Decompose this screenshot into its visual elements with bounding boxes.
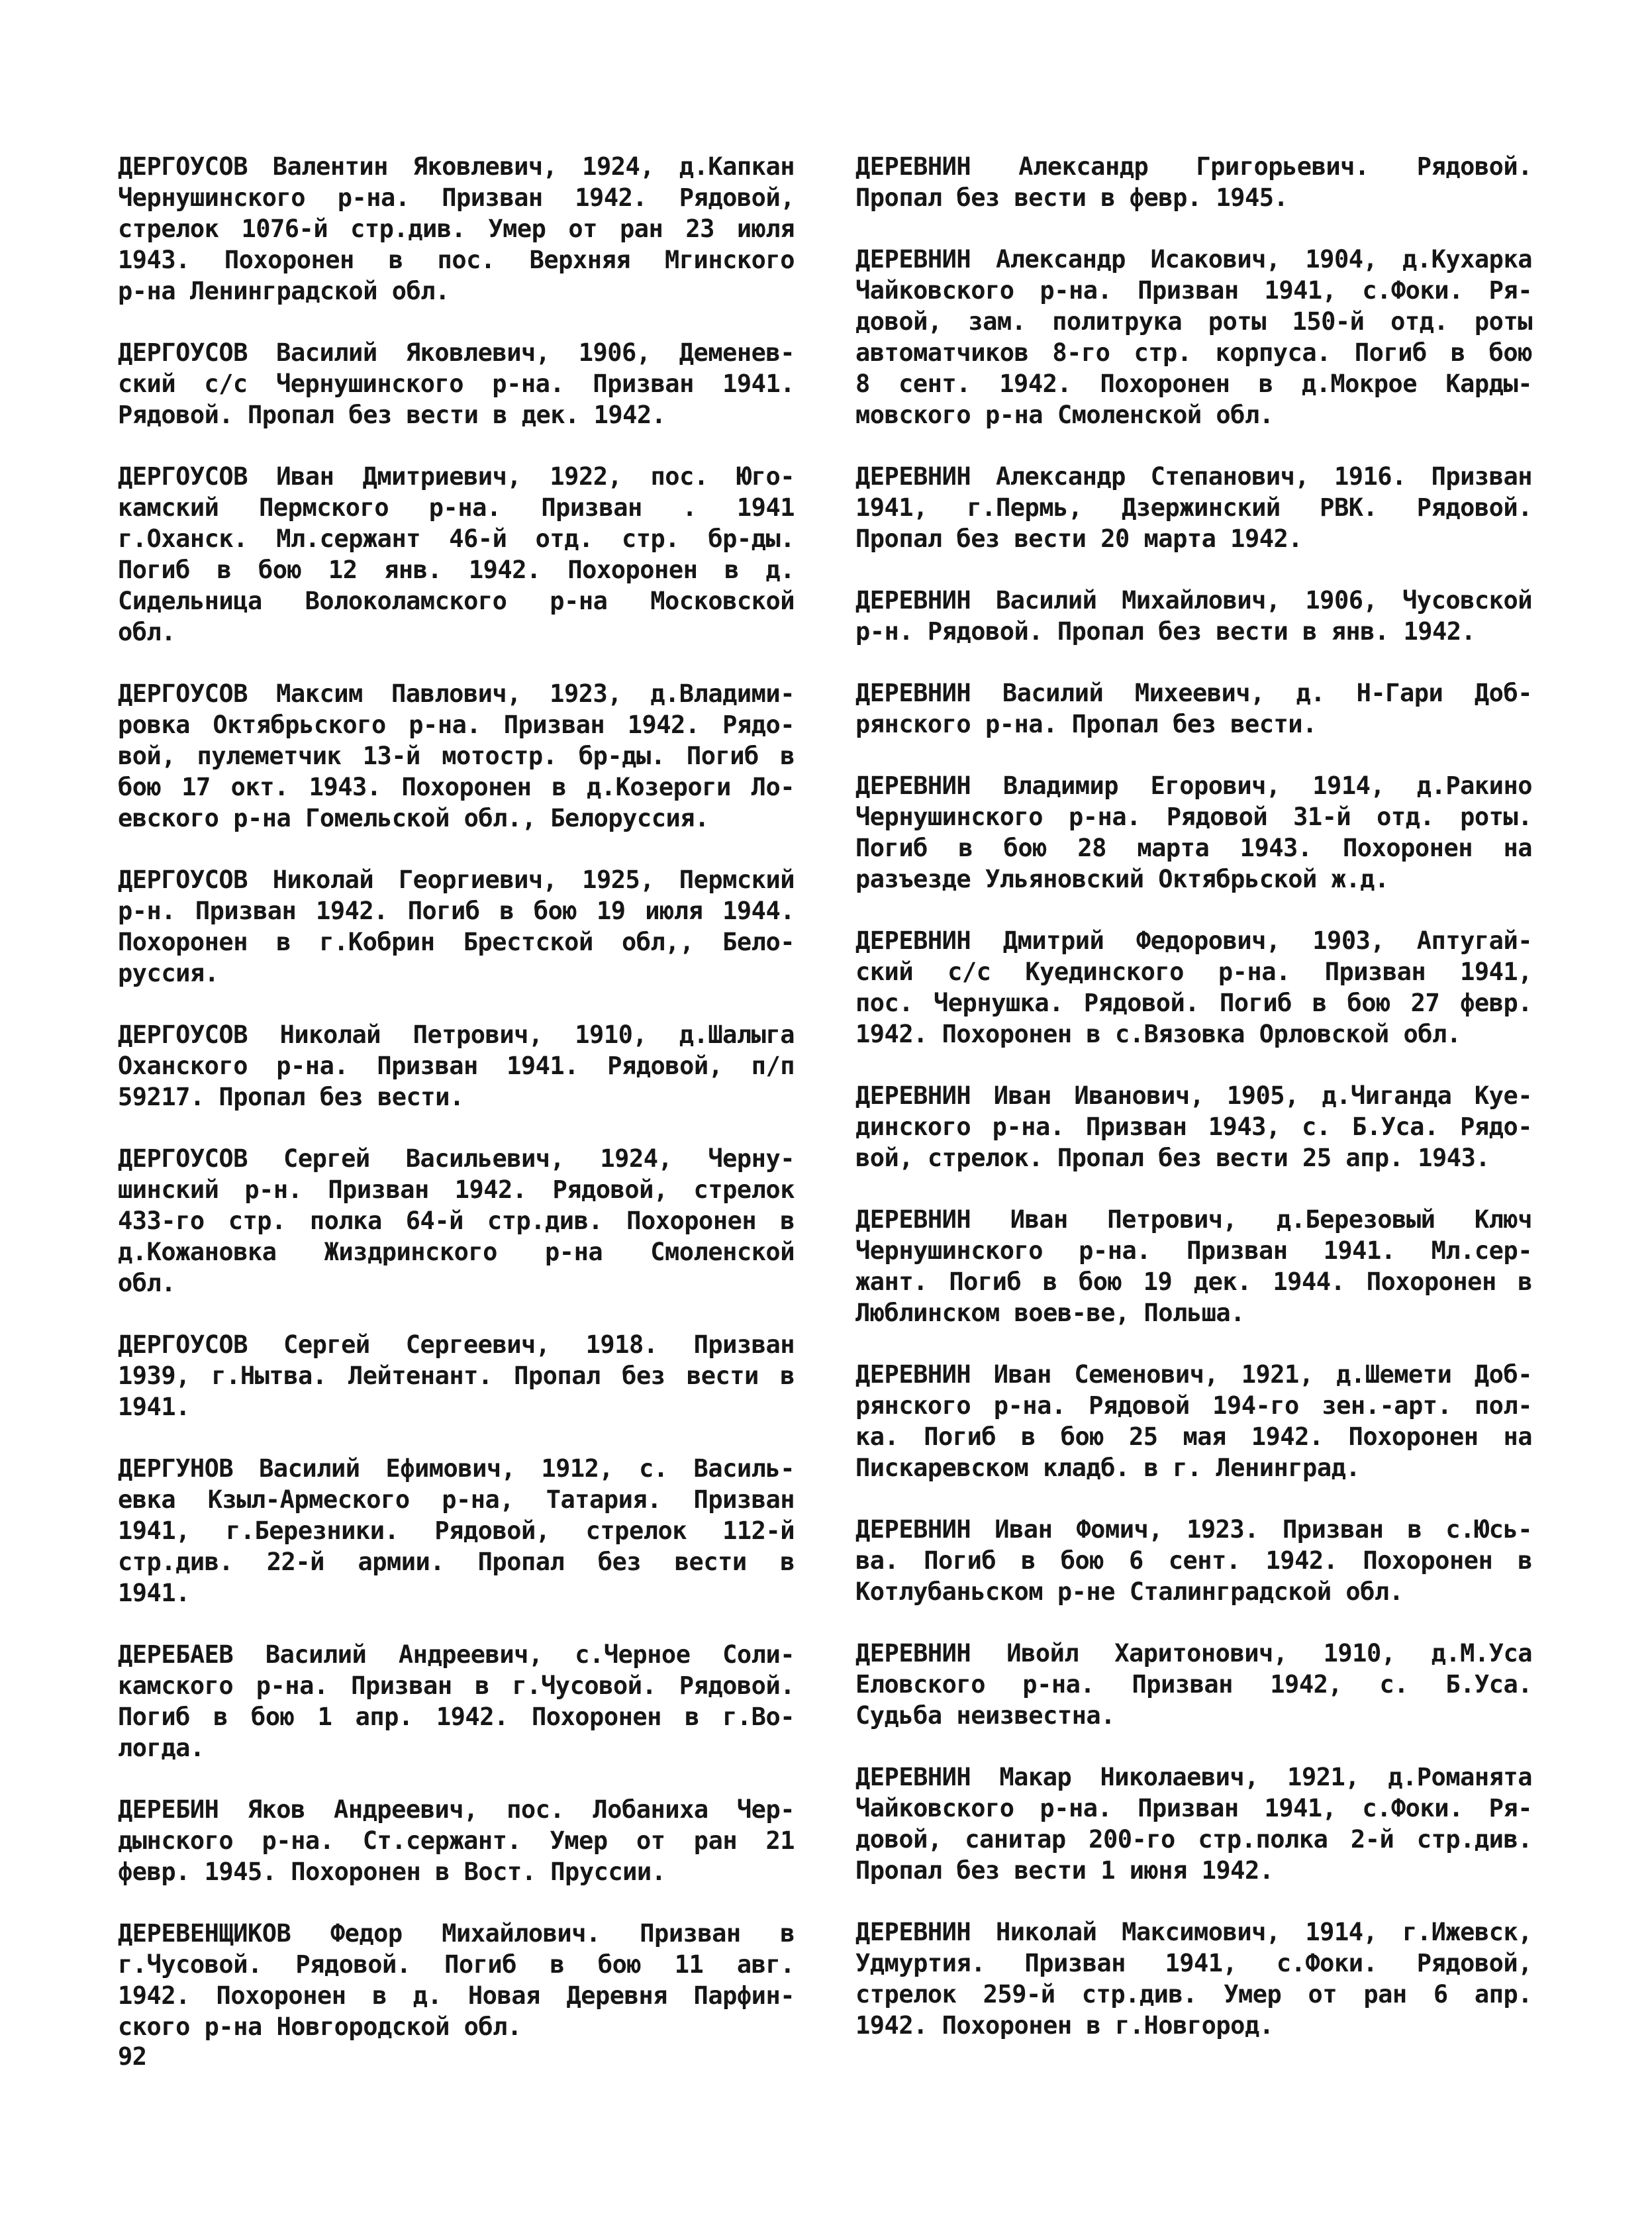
entry-line: 1942. Похоронен в г.Новгород. bbox=[855, 2011, 1274, 2040]
entry-line: стрелок 259-й стр.див. Умер от ран 6 апр. bbox=[855, 1980, 1532, 2009]
entry-line: ДЕРЕВНИН Иван Фомич, 1923. Призван в с.Юсь- bbox=[855, 1515, 1532, 1544]
entry-line: жант. Погиб в бою 19 дек. 1944. Похоронен в bbox=[855, 1267, 1532, 1296]
entry-line: Удмуртия. Призван 1941, с.Фоки. Рядовой, bbox=[855, 1949, 1532, 1977]
entry-line: автоматчиков 8-го стр. корпуса. Погиб в бою bbox=[855, 338, 1532, 367]
entry-line: мовского р-на Смоленской обл. bbox=[855, 401, 1274, 429]
entry-line: Судьба неизвестна. bbox=[855, 1701, 1115, 1730]
entry-line: ДЕРЕВНИН Иван Иванович, 1905, д.Чиганда Куе- bbox=[855, 1081, 1532, 1110]
entry-line: довой, санитар 200-го стр.полка 2-й стр.див. bbox=[855, 1825, 1532, 1854]
entry-line: 1941. bbox=[118, 1393, 190, 1421]
entry-line: 1939, г.Нытва. Лейтенант. Пропал без вести в bbox=[118, 1362, 795, 1390]
entry-line: 1941, г.Пермь, Дзержинский РВК. Рядовой. bbox=[855, 493, 1532, 522]
entry-line: руссия. bbox=[118, 959, 219, 987]
entry-line: Сидельница Волоколамского р-на Московской bbox=[118, 587, 795, 615]
entry-line: ДЕРЕВНИН Василий Михеевич, д. Н-Гари Доб- bbox=[855, 679, 1532, 707]
entry-line: Погиб в бою 1 апр. 1942. Похоронен в г.Во- bbox=[118, 1703, 795, 1731]
memorial-entry bbox=[855, 925, 1532, 1050]
memorial-entry bbox=[855, 677, 1532, 740]
entry-line: обл. bbox=[118, 618, 176, 646]
entry-line: 1942. Похоронен в с.Вязовка Орловской обл. bbox=[855, 1020, 1461, 1048]
entry-line: Погиб в бою 28 марта 1943. Похоронен на bbox=[855, 834, 1532, 862]
entry-line: Еловского р-на. Призван 1942, с. Б.Уса. bbox=[855, 1670, 1532, 1699]
entry-line: г.Оханск. Мл.сержант 46-й отд. стр. бр-ды. bbox=[118, 524, 795, 553]
entry-line: евского р-на Гомельской обл., Белоруссия. bbox=[118, 804, 709, 832]
memorial-entry bbox=[118, 864, 795, 989]
memorial-entry bbox=[118, 678, 795, 834]
memorial-entry bbox=[118, 1453, 795, 1609]
entry-line: Погиб в бою 12 янв. 1942. Похоронен в д. bbox=[118, 556, 795, 584]
entry-line: ДЕРГОУСОВ Сергей Васильевич, 1924, Черну- bbox=[118, 1144, 795, 1173]
memorial-entry bbox=[118, 1329, 795, 1422]
entry-line: Чернушинского р-на. Призван 1941. Мл.сер- bbox=[855, 1236, 1532, 1265]
entry-line: ДЕРЕВНИН Василий Михайлович, 1906, Чусовской bbox=[855, 586, 1532, 615]
entry-line: камского р-на. Призван в г.Чусовой. Рядовой. bbox=[118, 1671, 795, 1700]
entry-line: ДЕРЕВНИН Александр Степанович, 1916. Призван bbox=[855, 462, 1532, 491]
entry-line: ДЕРЕВНИН Александр Исакович, 1904, д.Кухарка bbox=[855, 245, 1532, 273]
entry-line: Пропал без вести в февр. 1945. bbox=[855, 183, 1288, 212]
memorial-entry bbox=[855, 151, 1532, 213]
memorial-entry bbox=[855, 1638, 1532, 1731]
entry-line: февр. 1945. Похоронен в Вост. Пруссии. bbox=[118, 1858, 666, 1886]
page-number: 92 bbox=[118, 2042, 147, 2071]
entry-line: камский Пермского р-на. Призван . 1941 bbox=[118, 493, 795, 522]
entry-line: ДЕРГОУСОВ Василий Яковлевич, 1906, Деменев- bbox=[118, 338, 795, 367]
memorial-entry bbox=[118, 1918, 795, 2042]
entry-line: дынского р-на. Ст.сержант. Умер от ран 21 bbox=[118, 1826, 795, 1855]
entry-line: довой, зам. политрука роты 150-й отд. роты bbox=[855, 307, 1532, 336]
memorial-entry bbox=[118, 337, 795, 430]
entry-line: Рядовой. Пропал без вести в дек. 1942. bbox=[118, 401, 666, 429]
entry-line: ДЕРЕБАЕВ Василий Андреевич, с.Черное Соли- bbox=[118, 1640, 795, 1669]
entry-line: пос. Чернушка. Рядовой. Погиб в бою 27 февр. bbox=[855, 989, 1532, 1017]
entry-line: ДЕРЕВНИН Владимир Егорович, 1914, д.Ракино bbox=[855, 771, 1532, 800]
memorial-entry bbox=[118, 1639, 795, 1763]
entry-line: рянского р-на. Рядовой 194-го зен.-арт. пол- bbox=[855, 1391, 1532, 1420]
memorial-entry bbox=[118, 1794, 795, 1887]
entry-line: ский с/с Куединского р-на. Призван 1941, bbox=[855, 958, 1532, 986]
entry-line: вой, стрелок. Пропал без вести 25 апр. 1943. bbox=[855, 1144, 1490, 1172]
entry-line: стр.див. 22-й армии. Пропал без вести в bbox=[118, 1548, 795, 1576]
entry-line: ДЕРЕВНИН Макар Николаевич, 1921, д.Романята bbox=[855, 1763, 1532, 1791]
entry-line: 1941. bbox=[118, 1579, 190, 1607]
entry-line: ДЕРГОУСОВ Валентин Яковлевич, 1924, д.Капкан bbox=[118, 152, 795, 181]
entry-line: ДЕРГОУСОВ Иван Дмитриевич, 1922, пос. Юго- bbox=[118, 462, 795, 491]
entry-line: ДЕРГОУСОВ Николай Петрович, 1910, д.Шалыга bbox=[118, 1020, 795, 1049]
entry-line: рянского р-на. Пропал без вести. bbox=[855, 710, 1317, 738]
entry-line: ДЕРЕВНИН Николай Максимович, 1914, г.Ижевск, bbox=[855, 1918, 1532, 1946]
memorial-entry bbox=[118, 1143, 795, 1299]
entry-line: Оханского р-на. Призван 1941. Рядовой, п/п bbox=[118, 1052, 795, 1080]
entry-line: 59217. Пропал без вести. bbox=[118, 1083, 464, 1111]
entry-line: ДЕРГОУСОВ Максим Павлович, 1923, д.Владими- bbox=[118, 679, 795, 708]
entry-line: Чайковского р-на. Призван 1941, с.Фоки. Ря- bbox=[855, 276, 1532, 305]
entry-line: р-н. Призван 1942. Погиб в бою 19 июля 1944. bbox=[118, 897, 795, 925]
memorial-entry bbox=[118, 461, 795, 648]
entry-line: Пискаревском кладб. в г. Ленинград. bbox=[855, 1454, 1361, 1482]
memorial-entry bbox=[855, 770, 1532, 895]
entry-line: д.Кожановка Жиздринского р-на Смоленской bbox=[118, 1238, 795, 1266]
entry-line: г.Чусовой. Рядовой. Погиб в бою 11 авг. bbox=[118, 1950, 795, 1979]
entry-line: Чернушинского р-на. Рядовой 31-й отд. роты. bbox=[855, 803, 1532, 831]
entry-line: разъезде Ульяновский Октябрьской ж.д. bbox=[855, 865, 1389, 893]
entry-line: ка. Погиб в бою 25 мая 1942. Похоронен на bbox=[855, 1422, 1532, 1451]
memorial-entry bbox=[855, 1514, 1532, 1607]
entry-line: ДЕРГОУСОВ Сергей Сергеевич, 1918. Призван bbox=[118, 1330, 795, 1359]
entry-line: евка Кзыл-Армеского р-на, Татария. Призван bbox=[118, 1485, 795, 1514]
entry-line: Похоронен в г.Кобрин Брестской обл,, Бело- bbox=[118, 928, 795, 956]
entry-line: стрелок 1076-й стр.див. Умер от ран 23 июля bbox=[118, 215, 795, 243]
entry-line: Люблинском воев-ве, Польша. bbox=[855, 1299, 1245, 1327]
memorial-entry bbox=[855, 244, 1532, 430]
memorial-entry bbox=[855, 585, 1532, 647]
entry-line: р-на Ленинградской обл. bbox=[118, 277, 450, 305]
memorial-entry bbox=[855, 1359, 1532, 1483]
entry-line: ДЕРЕБИН Яков Андреевич, пос. Лобаниха Чер- bbox=[118, 1795, 795, 1824]
entry-line: ДЕРГОУСОВ Николай Георгиевич, 1925, Пермский bbox=[118, 866, 795, 894]
entry-line: 1942. Похоронен в д. Новая Деревня Парфин- bbox=[118, 1981, 795, 2010]
entry-line: динского р-на. Призван 1943, с. Б.Уса. Рядо- bbox=[855, 1113, 1532, 1141]
entry-line: 1943. Похоронен в пос. Верхняя Мгинского bbox=[118, 246, 795, 274]
entry-line: ДЕРЕВЕНЩИКОВ Федор Михайлович. Призван в bbox=[118, 1919, 795, 1948]
entry-line: ДЕРЕВНИН Иван Петрович, д.Березовый Ключ bbox=[855, 1205, 1532, 1234]
entry-line: обл. bbox=[118, 1269, 176, 1297]
entry-line: ДЕРЕВНИН Иван Семенович, 1921, д.Шемети Доб- bbox=[855, 1360, 1532, 1389]
entry-line: ДЕРГУНОВ Василий Ефимович, 1912, с. Василь- bbox=[118, 1454, 795, 1483]
entry-line: Чернушинского р-на. Призван 1942. Рядовой, bbox=[118, 183, 795, 212]
entry-line: р-н. Рядовой. Пропал без вести в янв. 1942. bbox=[855, 617, 1476, 646]
entry-line: 433-го стр. полка 64-й стр.див. Похоронен в bbox=[118, 1207, 795, 1235]
entry-line: 1941, г.Березники. Рядовой, стрелок 112-й bbox=[118, 1516, 795, 1545]
entry-line: Пропал без вести 20 марта 1942. bbox=[855, 524, 1303, 553]
left-column bbox=[118, 151, 795, 2073]
entry-line: вой, пулеметчик 13-й мотостр. бр-ды. Погиб в bbox=[118, 742, 795, 770]
entry-line: бою 17 окт. 1943. Похоронен в д.Козероги Ло- bbox=[118, 773, 795, 801]
entry-line: ского р-на Новгородской обл. bbox=[118, 2012, 522, 2041]
memorial-entry bbox=[855, 1762, 1532, 1886]
entry-line: ровка Октябрьского р-на. Призван 1942. Рядо- bbox=[118, 711, 795, 739]
memorial-entry bbox=[118, 151, 795, 307]
entry-line: Пропал без вести 1 июня 1942. bbox=[855, 1856, 1274, 1885]
memorial-entry bbox=[855, 461, 1532, 554]
memorial-entry bbox=[855, 1080, 1532, 1173]
entry-line: ДЕРЕВНИН Ивойл Харитонович, 1910, д.М.Уса bbox=[855, 1639, 1532, 1667]
memorial-entry bbox=[118, 1019, 795, 1113]
entry-line: ва. Погиб в бою 6 сент. 1942. Похоронен в bbox=[855, 1546, 1532, 1575]
entry-line: ский с/с Чернушинского р-на. Призван 1941. bbox=[118, 370, 795, 398]
memorial-entry bbox=[855, 1916, 1532, 2041]
entry-line: 8 сент. 1942. Похоронен в д.Мокрое Карды- bbox=[855, 370, 1532, 398]
entry-line: логда. bbox=[118, 1734, 205, 1762]
entry-line: Котлубаньском р-не Сталинградской обл. bbox=[855, 1577, 1404, 1606]
entry-line: Чайковского р-на. Призван 1941, с.Фоки. Ря- bbox=[855, 1794, 1532, 1822]
entry-line: шинский р-н. Призван 1942. Рядовой, стрелок bbox=[118, 1175, 795, 1204]
entry-line: ДЕРЕВНИН Александр Григорьевич. Рядовой. bbox=[855, 152, 1532, 181]
entry-line: ДЕРЕВНИН Дмитрий Федорович, 1903, Аптугай- bbox=[855, 926, 1532, 955]
memorial-entry bbox=[855, 1204, 1532, 1328]
right-column bbox=[855, 151, 1532, 2071]
